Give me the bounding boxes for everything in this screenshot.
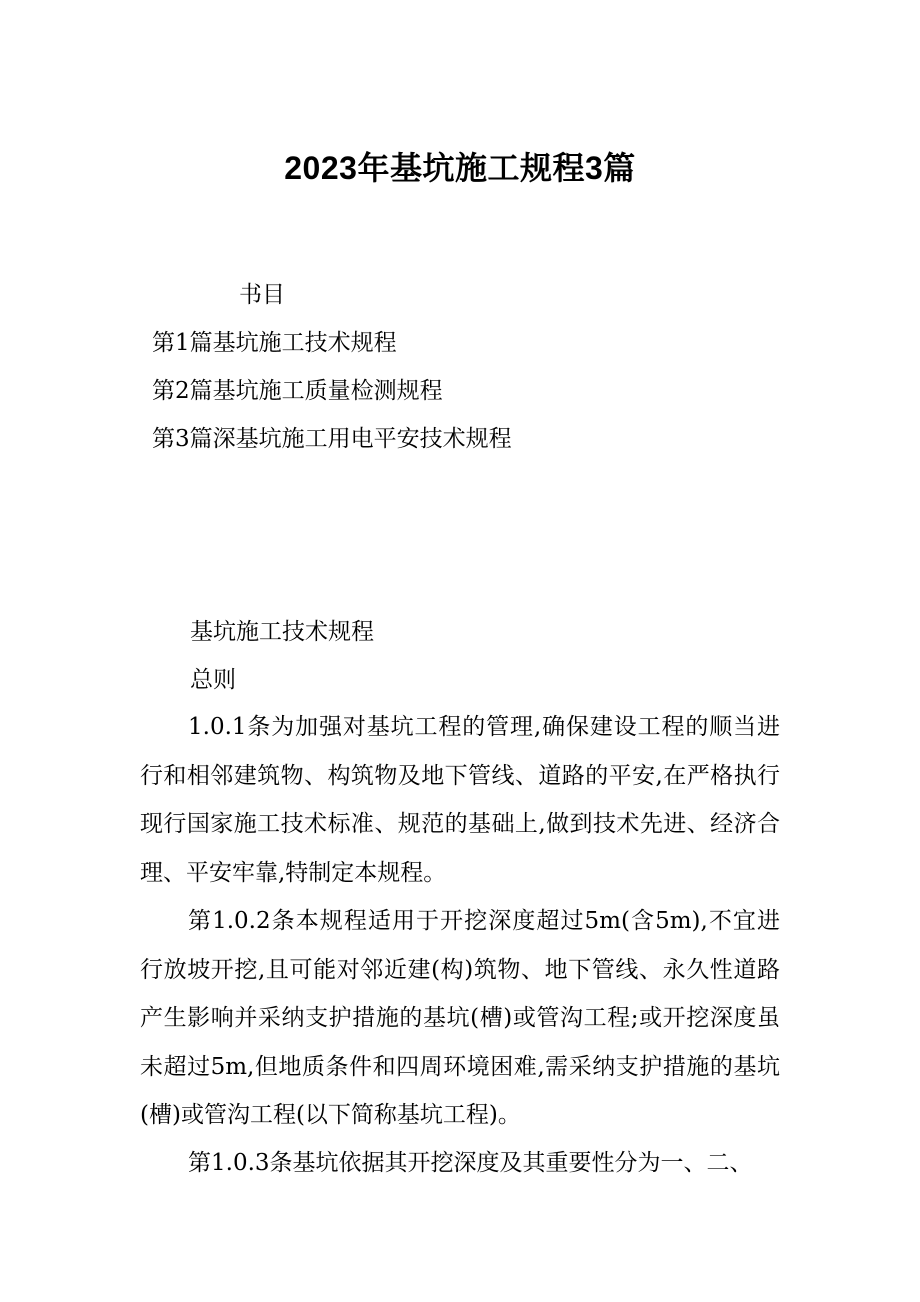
toc-heading: 书目 bbox=[239, 282, 285, 308]
document-title: 2023年基坑施工规程3篇 bbox=[284, 150, 636, 186]
section-subtitle: 总则 bbox=[190, 667, 236, 693]
paragraph-1-0-1: 1.0.1条为加强对基坑工程的管理,确保建设工程的顺当进行和相邻建筑物、构筑物及地下管线、道路的平安,在严格执行现行国家施工技术标准、规范的基础上,做到技术先进、经济合理、平安牢靠,特制定本规程。 bbox=[140, 714, 780, 886]
section-title: 基坑施工技术规程 bbox=[190, 619, 374, 645]
paragraph-1-0-3: 第1.0.3条基坑依据其开挖深度及其重要性分为一、二、 bbox=[188, 1150, 753, 1176]
toc-item-1: 第1篇基坑施工技术规程 bbox=[152, 330, 397, 356]
toc-item-2: 第2篇基坑施工质量检测规程 bbox=[152, 378, 443, 404]
paragraph-1-0-2: 第1.0.2条本规程适用于开挖深度超过5m(含5m),不宜进行放坡开挖,且可能对邻近建(构)筑物、地下管线、永久性道路产生影响并采纳支护措施的基坑(槽)或管沟工程;或开挖深度虽未超过5m,但地质条件和四周环境困难,需采纳支护措施的基坑(槽)或管沟工程(以下简称基坑工程)。 bbox=[140, 908, 780, 1128]
toc-item-3: 第3篇深基坑施工用电平安技术规程 bbox=[152, 426, 512, 452]
